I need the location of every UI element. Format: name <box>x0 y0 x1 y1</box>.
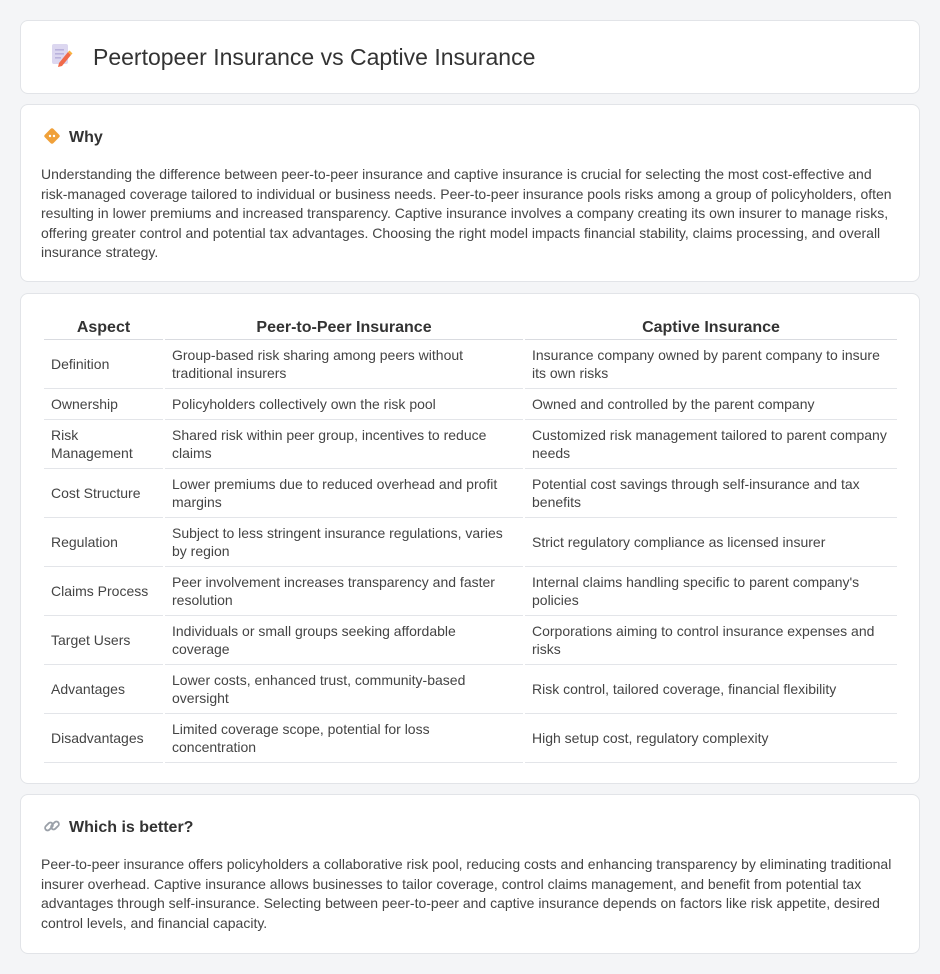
peer-to-peer-cell: Group-based risk sharing among peers without traditional insurers <box>165 340 523 389</box>
table-row <box>44 420 897 469</box>
comparison-table-card <box>20 293 920 784</box>
captive-cell: Insurance company owned by parent company to insure its own risks <box>525 340 897 389</box>
header-card <box>20 20 920 94</box>
captive-cell: Internal claims handling specific to parent company's policies <box>525 567 897 616</box>
link-chain-icon <box>43 817 61 840</box>
table-row <box>44 714 897 763</box>
which-is-better-text: Peer-to-peer insurance offers policyholders a collaborative risk pool, reducing costs and enhancing transparency by eliminating traditional insurer overhead. Captive insurance allows businesses to tailor coverage, control claims management, and benefit from potential tax advantages through self-insurance. Selecting between peer-to-peer and captive insurance depends on factors like risk appetite, desired control levels, and financial capacity. <box>41 856 892 931</box>
column-header-aspect: Aspect <box>44 316 163 340</box>
diamond-warning-icon <box>43 127 61 150</box>
captive-cell: Customized risk management tailored to parent company needs <box>525 420 897 469</box>
aspect-cell: Regulation <box>44 518 163 567</box>
aspect-cell: Ownership <box>44 389 163 420</box>
table-row <box>44 518 897 567</box>
table-row <box>44 567 897 616</box>
table-header-row <box>44 316 897 340</box>
why-text: Understanding the difference between peer-to-peer insurance and captive insurance is crucial for selecting the most cost-effective and risk-managed coverage tailored to individual or business needs. Peer-to-peer insurance pools risks among a group of policyholders, often resulting in lower premiums and increased transparency. Captive insurance involves a company creating its own insurer to manage risks, offering greater control and potential tax advantages. Choosing the right model impacts financial stability, claims processing, and overall insurance strategy. <box>41 166 892 260</box>
why-heading: Why <box>69 129 103 146</box>
aspect-cell: Target Users <box>44 616 163 665</box>
comparison-table <box>42 316 899 763</box>
column-header-peer-to-peer: Peer-to-Peer Insurance <box>165 316 523 340</box>
table-row <box>44 389 897 420</box>
which-is-better-heading: Which is better? <box>69 819 194 836</box>
document-pencil-icon <box>47 41 75 74</box>
captive-cell: Owned and controlled by the parent company <box>525 389 897 420</box>
aspect-cell: Risk Management <box>44 420 163 469</box>
aspect-cell: Claims Process <box>44 567 163 616</box>
table-row <box>44 616 897 665</box>
peer-to-peer-cell: Policyholders collectively own the risk pool <box>165 389 523 420</box>
captive-cell: High setup cost, regulatory complexity <box>525 714 897 763</box>
why-section <box>20 104 920 282</box>
peer-to-peer-cell: Subject to less stringent insurance regulations, varies by region <box>165 518 523 567</box>
peer-to-peer-cell: Individuals or small groups seeking affordable coverage <box>165 616 523 665</box>
peer-to-peer-cell: Shared risk within peer group, incentives to reduce claims <box>165 420 523 469</box>
which-is-better-section <box>20 794 920 954</box>
aspect-cell: Advantages <box>44 665 163 714</box>
captive-cell: Strict regulatory compliance as licensed insurer <box>525 518 897 567</box>
peer-to-peer-cell: Lower costs, enhanced trust, community-based oversight <box>165 665 523 714</box>
table-row <box>44 665 897 714</box>
aspect-cell: Disadvantages <box>44 714 163 763</box>
page-title: Peertopeer Insurance vs Captive Insurance <box>93 43 536 70</box>
aspect-cell: Cost Structure <box>44 469 163 518</box>
captive-cell: Risk control, tailored coverage, financial flexibility <box>525 665 897 714</box>
peer-to-peer-cell: Lower premiums due to reduced overhead and profit margins <box>165 469 523 518</box>
column-header-captive: Captive Insurance <box>525 316 897 340</box>
table-row <box>44 340 897 389</box>
captive-cell: Corporations aiming to control insurance expenses and risks <box>525 616 897 665</box>
table-row <box>44 469 897 518</box>
captive-cell: Potential cost savings through self-insurance and tax benefits <box>525 469 897 518</box>
aspect-cell: Definition <box>44 340 163 389</box>
peer-to-peer-cell: Limited coverage scope, potential for loss concentration <box>165 714 523 763</box>
peer-to-peer-cell: Peer involvement increases transparency and faster resolution <box>165 567 523 616</box>
